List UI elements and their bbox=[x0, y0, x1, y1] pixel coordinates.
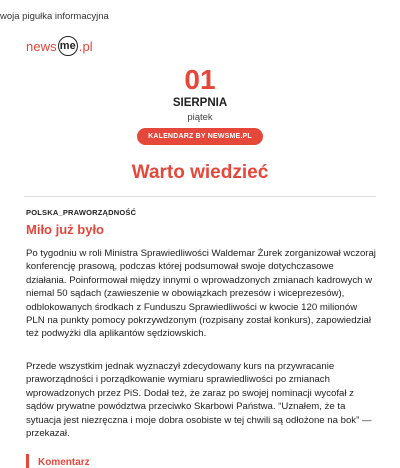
logo-prefix: news bbox=[26, 38, 57, 54]
date-weekday: piątek bbox=[187, 112, 213, 123]
section-divider bbox=[24, 196, 376, 197]
section-title: Warto wiedzieć bbox=[131, 162, 269, 183]
newsletter-tagline: woja pigułka informacyjna bbox=[0, 11, 109, 22]
article-category: POLSKA_PRAWORZĄDNOŚĆ bbox=[26, 208, 137, 217]
calendar-button[interactable]: KALENDARZ BY NEWSME.PL bbox=[137, 128, 263, 145]
newsme-logo[interactable] bbox=[26, 36, 93, 56]
comment-accent-bar bbox=[26, 454, 29, 468]
date-month: SIERPNIA bbox=[172, 97, 228, 109]
logo-me-circle: me bbox=[58, 36, 78, 56]
article-title: Miło już było bbox=[26, 222, 104, 237]
comment-heading: Komentarz bbox=[38, 457, 90, 468]
article-paragraph: Przede wszystkim jednak wyznaczył zdecydowany kurs na przywracanie praworządności i porządkowanie wymiaru sprawiedliwości po zmianach wprowadzonych przez PiS. Dodał też, że zaraz po swojej nominacji wycofał z sądów prywatne powództwa przeciwko Skarbowi Państwa. “Uznałem, że ta sytuacja jest niezręczna i moje dobra osobiste w tej chwili są odłożone na bok” — przekazał. bbox=[26, 361, 372, 440]
date-day: 01 bbox=[184, 64, 216, 95]
article-paragraph: Po tygodniu w roli Ministra Sprawiedliwości Waldemar Żurek zorganizował wczoraj konferencję prasową, podczas której podsumował swoje dotychczasowe działania. Poinformował między innymi o wprowadzonych zmianach kadrowych w niemal 50 sądach (zawieszenie w obowiązkach prezesów i wiceprezesów), odblokowanych środkach z Funduszu Sprawiedliwości w kwocie 120 milionów PLN na punkty pomocy pokrzywdzonym (rozpisany został konkurs), zapowiedział też podwyżki dla aplikantów sędziowskich. bbox=[26, 248, 376, 340]
logo-suffix: .pl bbox=[78, 38, 93, 54]
